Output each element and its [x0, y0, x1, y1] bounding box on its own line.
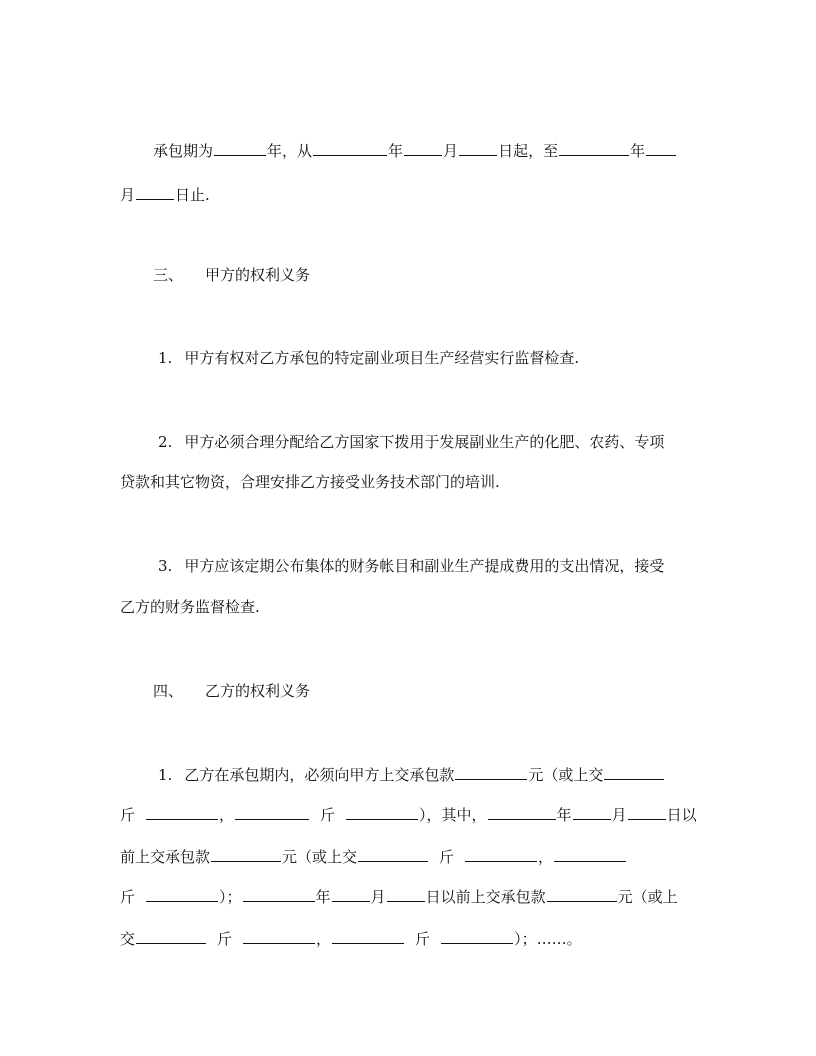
- item-text: 斤: [120, 888, 136, 906]
- period-text: 日止.: [175, 186, 210, 204]
- item-number: 2.: [158, 433, 173, 451]
- section-title: 甲方的权利义务: [205, 266, 311, 284]
- section-4-heading: [153, 681, 310, 701]
- section-number: 三、: [153, 266, 184, 284]
- sec4-item-1-line-5: [120, 928, 582, 949]
- item-text: 日以: [666, 806, 697, 824]
- sec3-item-3-line-2: [120, 597, 260, 617]
- blank-amount[interactable]: [455, 764, 527, 780]
- blank-year-1[interactable]: [488, 804, 556, 820]
- item-text: 交: [120, 930, 136, 948]
- item-text: 斤: [439, 848, 455, 866]
- blank-day-2[interactable]: [387, 886, 425, 902]
- period-line-2: [120, 184, 210, 205]
- blank-end-year[interactable]: [559, 140, 629, 156]
- item-text: 年: [556, 806, 572, 824]
- item-text: 年: [315, 888, 331, 906]
- sec3-item-2-line-1: [158, 432, 664, 452]
- item-text: 元（或上: [617, 888, 678, 906]
- section-number: 四、: [153, 682, 184, 700]
- sec4-item-1-line-3: [120, 846, 627, 867]
- item-number: 1.: [158, 766, 173, 784]
- item-text: ，: [316, 930, 332, 948]
- item-text: 前上交承包款: [120, 848, 211, 866]
- period-text: 年: [388, 142, 404, 160]
- blank-years[interactable]: [214, 140, 266, 156]
- blank-goods[interactable]: [604, 764, 664, 780]
- blank-month-2[interactable]: [332, 886, 370, 902]
- blank-jin-3[interactable]: [465, 846, 537, 862]
- blank-end-month[interactable]: [646, 140, 676, 156]
- period-line-1: [153, 140, 677, 161]
- item-text: 日以前上交承包款: [425, 888, 546, 906]
- item-text: 甲方有权对乙方承包的特定副业项目生产经营实行监督检查.: [184, 349, 580, 367]
- item-text: 斤: [217, 930, 233, 948]
- sec4-item-1-line-2: [120, 804, 697, 825]
- sec3-item-3-line-1: [158, 556, 664, 576]
- sec4-item-1-line-4: [120, 886, 678, 907]
- blank-goods-6[interactable]: [332, 928, 404, 944]
- blank-jin-4[interactable]: [146, 886, 218, 902]
- period-text: 月: [443, 142, 459, 160]
- item-text: ），其中，: [419, 806, 487, 824]
- item-text: 乙方在承包期内，必须向甲方上交承包款: [184, 766, 455, 784]
- blank-year-2[interactable]: [243, 886, 315, 902]
- item-text: 甲方必须合理分配给乙方国家下拨用于发展副业生产的化肥、农药、专项: [184, 433, 665, 451]
- blank-end-day[interactable]: [136, 184, 174, 200]
- item-text: ，: [219, 806, 235, 824]
- period-text: 年: [630, 142, 646, 160]
- blank-start-month[interactable]: [404, 140, 442, 156]
- sec3-item-2-line-2: [120, 472, 500, 492]
- item-text: 乙方的财务监督检查.: [120, 598, 260, 616]
- item-number: 1.: [158, 349, 173, 367]
- item-text: 元（或上交: [282, 848, 358, 866]
- blank-month-1[interactable]: [573, 804, 611, 820]
- section-title: 乙方的权利义务: [205, 682, 311, 700]
- blank-goods-2[interactable]: [235, 804, 309, 820]
- item-text: 斤: [320, 806, 336, 824]
- period-text: 承包期为: [153, 142, 214, 160]
- blank-jin-2[interactable]: [346, 804, 418, 820]
- section-3-heading: [153, 265, 310, 285]
- item-text: 月: [370, 888, 386, 906]
- period-text: 月: [120, 186, 136, 204]
- item-text: 斤: [120, 806, 136, 824]
- sec4-item-1-line-1: [158, 764, 665, 785]
- blank-jin-5[interactable]: [243, 928, 315, 944]
- period-text: 日起，至: [498, 142, 559, 160]
- blank-amount-2[interactable]: [211, 846, 281, 862]
- blank-jin-6[interactable]: [441, 928, 513, 944]
- item-text: ，: [538, 848, 554, 866]
- item-text: ）；……。: [514, 930, 582, 948]
- blank-goods-5[interactable]: [136, 928, 206, 944]
- item-text: 甲方应该定期公布集体的财务帐目和副业生产提成费用的支出情况，接受: [184, 557, 665, 575]
- item-number: 3.: [158, 557, 173, 575]
- sec3-item-1: [158, 348, 579, 368]
- blank-goods-3[interactable]: [358, 846, 428, 862]
- item-text: 月: [611, 806, 627, 824]
- item-text: 贷款和其它物资，合理安排乙方接受业务技术部门的培训.: [120, 473, 500, 491]
- blank-amount-3[interactable]: [547, 886, 617, 902]
- period-text: 年，从: [267, 142, 313, 160]
- blank-start-day[interactable]: [459, 140, 497, 156]
- item-text: 斤: [415, 930, 431, 948]
- item-text: 元（或上交: [528, 766, 604, 784]
- blank-day-1[interactable]: [628, 804, 666, 820]
- item-text: ）；: [219, 888, 242, 906]
- blank-jin-1[interactable]: [146, 804, 218, 820]
- blank-start-year[interactable]: [313, 140, 387, 156]
- blank-goods-4[interactable]: [554, 846, 626, 862]
